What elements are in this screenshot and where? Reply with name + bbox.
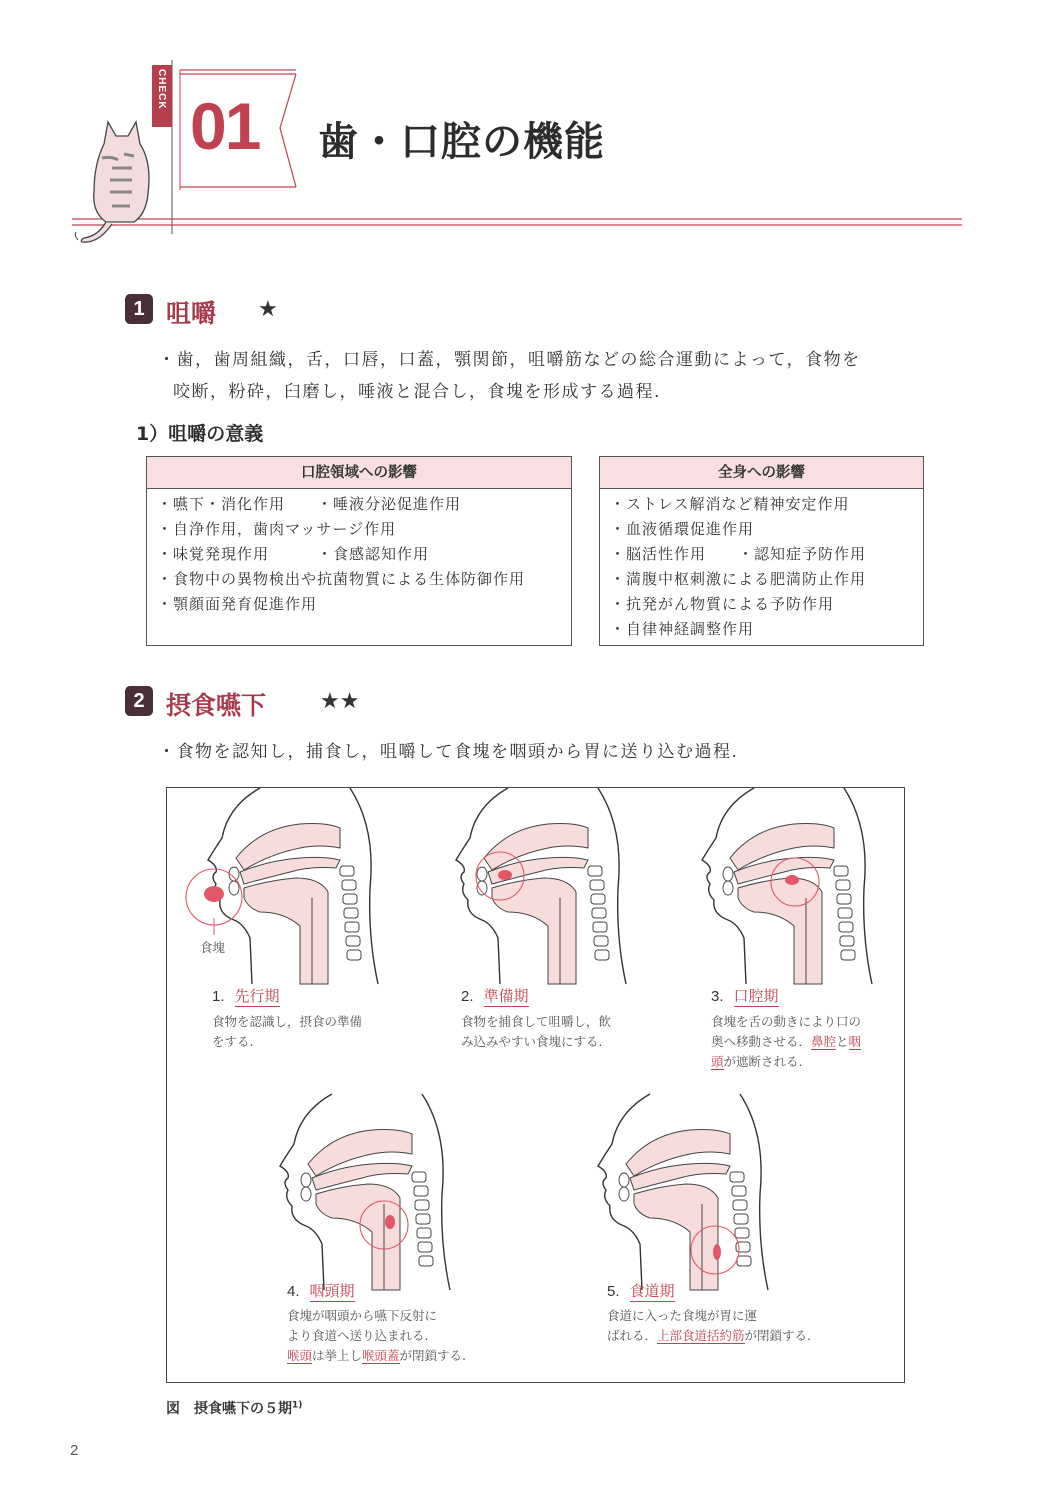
list-item: ・ストレス解消など精神安定作用: [610, 495, 850, 513]
stage-4-num: 4.: [287, 1283, 300, 1300]
stage-desc-line: 食物を認識し，摂食の準備: [212, 1014, 363, 1029]
stage-4-title: [287, 1280, 355, 1301]
list-item: ・顎顔面発育促進作用: [157, 595, 318, 613]
page-title: 歯・口腔の機能: [318, 119, 605, 165]
section-1-text-line1: ・歯，歯周組織，舌，口唇，口蓋，顎関節，咀嚼筋などの総合運動によって，食物を: [158, 350, 861, 370]
oral-effects-header: 口腔領域への影響: [147, 457, 571, 489]
stage-3-num: 3.: [711, 988, 724, 1005]
stage-3-desc: [711, 1012, 861, 1072]
bolus-label: 食塊: [200, 940, 226, 955]
stage-3-name: 口腔期: [733, 987, 779, 1005]
stage-2-num: 2.: [461, 988, 474, 1005]
stage-1-title: [212, 985, 280, 1006]
section-1-badge: 1: [125, 294, 153, 324]
stage-desc-line: 食塊を舌の動きにより口の: [711, 1014, 862, 1029]
stage-5-desc: [607, 1306, 811, 1346]
list-item: ・食物中の異物検出や抗菌物質による生体防御作用: [157, 570, 526, 588]
stage-1-num: 1.: [212, 988, 225, 1005]
list-item: ・自律神経調整作用: [610, 620, 755, 638]
stage-desc-line: 奥へ移動させる．鼻腔と咽: [711, 1034, 862, 1049]
stage-4-name: 咽頭期: [309, 1282, 355, 1300]
chapter-number: 01: [190, 89, 260, 163]
stage-desc-line: 頭が遮断される.: [711, 1054, 803, 1069]
stage-5-illustration: [598, 1094, 768, 1290]
section-1-stars: ★: [258, 297, 278, 322]
list-item: ・血液循環促進作用: [610, 520, 755, 538]
stage-4-illustration: [280, 1094, 450, 1290]
body-effects-header: 全身への影響: [600, 457, 923, 489]
stage-4-desc: [287, 1306, 466, 1366]
stage-2-title: [461, 985, 529, 1006]
stage-desc-line: ばれる．上部食道括約筋が閉鎖する.: [607, 1328, 812, 1343]
section-1-text-line2: 咬断，粉砕，臼磨し，唾液と混合し，食塊を形成する過程.: [173, 382, 661, 402]
list-item: ・味覚発現作用 ・食感認知作用: [157, 545, 430, 563]
stage-2-name: 準備期: [483, 987, 529, 1005]
page-number: 2: [70, 1442, 79, 1459]
stage-2-desc: [461, 1012, 611, 1052]
list-item: ・脳活性作用 ・認知症予防作用: [610, 545, 867, 563]
stage-3-illustration: [702, 788, 872, 984]
section-2-title: 摂食嚥下: [166, 691, 267, 720]
section-2-badge: 2: [125, 686, 153, 716]
section-2-text: ・食物を認知し，捕食し，咀嚼して食塊を咽頭から胃に送り込む過程.: [158, 742, 739, 762]
stage-desc-line: 喉頭は挙上し喉頭蓋が閉鎖する.: [287, 1348, 467, 1363]
figure-caption: 図 摂食嚥下の５期$^{1)}$: [166, 1400, 303, 1417]
stage-desc-line: より食道へ送り込まれる.: [287, 1328, 429, 1343]
stage-1-desc: [212, 1012, 362, 1052]
stage-desc-line: 食物を捕食して咀嚼し，飲: [461, 1014, 612, 1029]
sub-heading: 1）咀嚼の意義: [136, 423, 264, 445]
section-1-title: 咀嚼: [166, 299, 217, 328]
stage-desc-line: 食道に入った食塊が胃に運: [607, 1308, 758, 1323]
section-2-stars: ★★: [320, 689, 360, 714]
stage-5-title: [607, 1280, 675, 1301]
list-item: ・満腹中枢刺激による肥満防止作用: [610, 570, 867, 588]
check-label: CHECK: [156, 69, 167, 110]
list-item: ・自浄作用，歯肉マッサージ作用: [157, 520, 397, 538]
stage-desc-line: をする.: [212, 1034, 254, 1049]
stage-desc-line: み込みやすい食塊にする.: [461, 1034, 603, 1049]
list-item: ・抗発がん物質による予防作用: [610, 595, 835, 613]
stage-desc-line: 食塊が咽頭から嚥下反射に: [287, 1308, 438, 1323]
list-item: ・嚥下・消化作用 ・唾液分泌促進作用: [157, 495, 462, 513]
stage-3-title: [711, 985, 779, 1006]
stage-1-name: 先行期: [234, 987, 280, 1005]
stage-2-illustration: [456, 788, 626, 984]
stage-5-name: 食道期: [629, 1282, 675, 1300]
stage-5-num: 5.: [607, 1283, 620, 1300]
